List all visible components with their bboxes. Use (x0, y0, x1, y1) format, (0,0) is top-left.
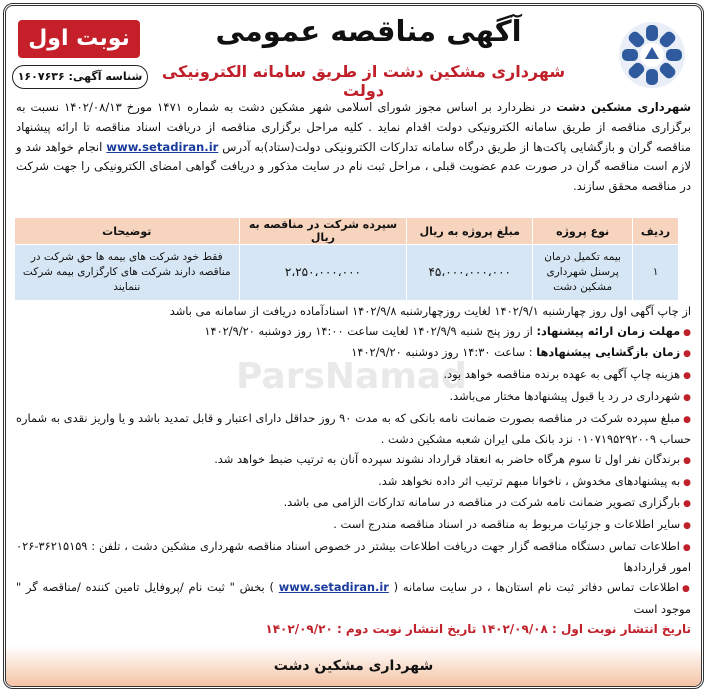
intro-text-1: در نظردارد بر اساس مجوز شورای اسلامی شهر مشکین دشت به شماره ۱۴۷۱ مورخ ۱۴۰۲/۰۸/۱۳ نسبت به برگزاری مناقصه از طریق سامانه الکترونیکی دولت اقدام نماید . کلیه مراحل برگزاری مناقصه از دریافت اسناد مناقصه تا ارائه پیشنهاد مناقصه گران و بازگشایی پاکت‌ها از طریق درگاه سامانه تدارکات الکترونیکی دولت(ستاد)به آدرس (16, 100, 692, 154)
col-header-project-amount: مبلغ پروژه به ریال (407, 218, 533, 245)
cell-notes: فقط خود شرکت های بیمه ها حق شرکت در مناقصه دارند شرکت های کارگزاری بیمه شرکت ننمایند (15, 245, 240, 301)
edition-badge: نوبت اول (18, 20, 140, 58)
list-item: ● اطلاعات تماس دستگاه مناقصه گزار جهت دریافت اطلاعات بیشتر در خصوص اسناد مناقصه شهرداری مشکین دشت ، تلفن : ۳۶۲۱۵۱۵۹-۰۲۶ امور قراردادها (16, 537, 691, 578)
website-link[interactable]: www.setadiran.ir (106, 139, 219, 154)
intro-text-2: انجام خواهد شد و لازم است مناقصه گران در صورت عدم عضویت قبلی ، مراحل ثبت نام در سایت مذکور و دریافت گواهی امضای الکترونیکی را جهت شرکت در مناقصه محقق سازند. (16, 139, 691, 194)
list-item: ● بارگزاری تصویر ضمانت نامه شرکت در مناقصه در سامانه تدارکات الزامی می باشد. (16, 493, 691, 515)
cell-project-amount: ۴۵،۰۰۰،۰۰۰،۰۰۰ (407, 245, 533, 301)
page-title: آگهی مناقصه عمومی (215, 14, 522, 48)
intro-paragraph (16, 98, 691, 197)
list-item: ● هزینه چاپ آگهی به عهده برنده مناقصه خواهد بود. (16, 365, 691, 387)
conditions-list (16, 302, 691, 639)
tender-notice (3, 3, 704, 689)
list-item: ● سایر اطلاعات و جزئیات مربوط به مناقصه در اسناد مناقصه مندرج است . (16, 515, 691, 537)
organization-name: شهرداری مشکین دشت (556, 100, 691, 114)
list-item: ● اطلاعات تماس دفاتر ثبت نام استان‌ها ، در سایت سامانه ( www.setadiran.ir ) بخش " ثبت نام /پروفایل تامین کننده /مناقصه گر " موجود است (16, 578, 691, 619)
footer-org-name: شهرداری مشکین دشت (6, 646, 701, 686)
table-header-row (15, 218, 679, 245)
list-item: ● زمان بازگشایی پیشنهادها : ساعت ۱۴:۳۰ روز دوشنبه ۱۴۰۲/۹/۲۰ (16, 343, 691, 365)
col-header-project-type: نوع پروژه (533, 218, 633, 245)
list-item: ● شهرداری در رد یا قبول پیشنهادها مختار می‌باشد. (16, 387, 691, 409)
list-item: ● به پیشنهادهای مخدوش ، ناخوانا مبهم ترتیب اثر داده نخواهد شد. (16, 472, 691, 494)
documents-availability: از چاپ آگهی اول روز چهارشنبه ۱۴۰۲/۹/۱ لغایت روزچهارشنبه ۱۴۰۲/۹/۸ اسنادآماده دریافت از سامانه می باشد (169, 304, 691, 318)
cell-deposit: ۲،۲۵۰،۰۰۰،۰۰۰ (239, 245, 407, 301)
list-item: ● برندگان نفر اول تا سوم هرگاه حاضر به انعقاد قرارداد نشوند سپرده آنان به ترتیب ضبط خواهد شد. (16, 450, 691, 472)
cell-project-type: بیمه تکمیل درمان پرسنل شهرداری مشکین دشت (533, 245, 633, 301)
table-row (15, 245, 679, 301)
municipality-logo-icon (617, 20, 687, 90)
col-header-notes: توضیحات (15, 218, 240, 245)
watermark: ParsNamad (236, 356, 467, 397)
tender-table (14, 217, 679, 301)
cell-row-number: ۱ (633, 245, 679, 301)
publication-dates: تاریخ انتشار نوبت اول : ۱۴۰۲/۰۹/۰۸ تاریخ انتشار نوبت دوم : ۱۴۰۲/۰۹/۲۰ (265, 621, 691, 636)
ad-id-badge: شناسه آگهی: ۱۶۰۷۶۳۶ (12, 65, 148, 89)
col-header-deposit: سپرده شرکت در مناقصه به ریال (239, 218, 407, 245)
website-link[interactable]: www.setadiran.ir (278, 580, 389, 595)
page-subtitle: شهرداری مشکین دشت از طریق سامانه الکترونیکی دولت (161, 62, 566, 100)
list-item: ● مبلغ سپرده شرکت در مناقصه بصورت ضمانت نامه بانکی که به مدت ۹۰ روز حداقل دارای اعتبار و قابل تمدید باشد و یا واریز نقدی به شماره حساب ۰۱۰۷۱۹۵۲۹۲۰۰۹ نزد بانک ملی ایران شعبه مشکین دشت . (16, 409, 691, 450)
list-item: ● مهلت زمان ارائه پیشنهاد: از روز پنج شنبه ۱۴۰۲/۹/۹ لغایت ساعت ۱۴:۰۰ روز دوشنبه ۱۴۰۲/۹/۲۰ (16, 322, 691, 344)
col-header-row-number: ردیف (633, 218, 679, 245)
